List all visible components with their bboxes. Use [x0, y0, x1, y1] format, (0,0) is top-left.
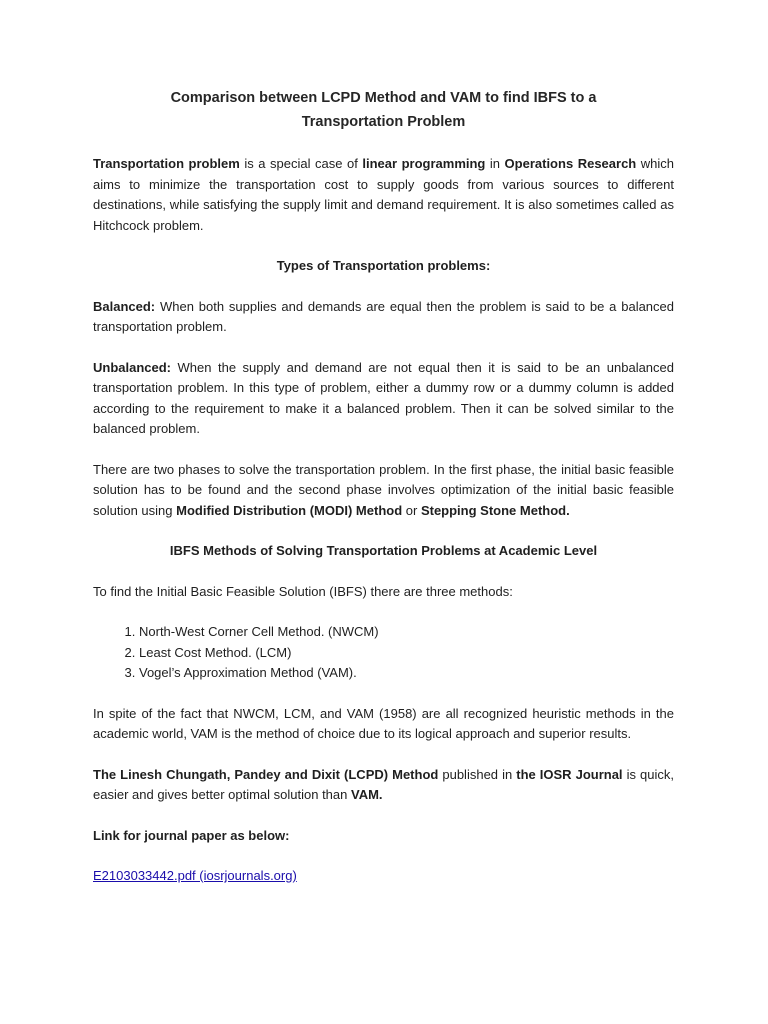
term-lcpd-method: The Linesh Chungath, Pandey and Dixit (LCPD) Method: [93, 766, 439, 782]
methods-intro: To find the Initial Basic Feasible Solution (IBFS) there are three methods:: [93, 583, 513, 599]
journal-link[interactable]: E2103033442.pdf (iosrjournals.org): [93, 868, 297, 883]
lcpd-paragraph: The Linesh Chungath, Pandey and Dixit (LCPD) Method published in the IOSR Journal is quick, easier and gives better optimal solution than VAM.: [93, 766, 674, 802]
term-stepping-stone: Stepping Stone Method.: [420, 502, 570, 518]
unbalanced-label: Unbalanced:: [93, 359, 172, 375]
phases-paragraph: There are two phases to solve the transportation problem. In the first phase, the initial basic feasible solution has to be found and the second phase involves optimization of the initial basic feasible solution using Modified Distribution (MODI) Method or Stepping Stone Method.: [93, 461, 674, 518]
journal-link-paragraph: [93, 866, 674, 887]
document-title: [93, 86, 674, 134]
term-linear-programming: linear programming: [362, 156, 486, 171]
list-item: 3. Vogel’s Approximation Method (VAM).: [139, 663, 674, 684]
unbalanced-paragraph: Unbalanced: When the supply and demand are not equal then it is said to be an unbalanced transportation problem. In this type of problem, either a dummy row or a dummy column is added according to the requirement to make it a balanced problem. Then it can be solved similar to the balanced problem.: [93, 359, 674, 436]
term-vam: VAM.: [351, 787, 383, 802]
ibfs-heading: IBFS Methods of Solving Transportation Problems at Academic Level: [169, 543, 598, 558]
term-modi-method: Modified Distribution (MODI) Method: [176, 502, 403, 518]
title-line-2: Transportation Problem: [301, 114, 466, 130]
term-transportation-problem: Transportation problem: [93, 156, 240, 171]
title-line-1: Comparison between LCPD Method and VAM to find IBFS to a: [170, 90, 597, 106]
list-item: 1. North-West Corner Cell Method. (NWCM): [139, 622, 674, 643]
term-operations-research: Operations Research: [504, 156, 637, 171]
methods-list: [93, 622, 674, 684]
types-heading: Types of Transportation problems:: [276, 258, 491, 273]
term-iosr-journal: the IOSR Journal: [516, 766, 623, 782]
heuristic-paragraph: In spite of the fact that NWCM, LCM, and VAM (1958) are all recognized heuristic methods in the academic world, VAM is the method of choice due to its logical approach and superior results.: [93, 705, 674, 741]
intro-paragraph: Transportation problem is a special case of linear programming in Operations Research which aims to minimize the transportation cost to supply goods from various sources to different destinations, while satisfying the supply limit and demand requirement. It is also sometimes called as Hitchcock problem.: [93, 156, 675, 233]
balanced-paragraph: Balanced: When both supplies and demands are equal then the problem is said to be a balanced transportation problem.: [93, 298, 674, 334]
list-item: 2. Least Cost Method. (LCM): [139, 643, 674, 664]
link-heading: Link for journal paper as below:: [93, 827, 290, 843]
balanced-label: Balanced:: [93, 298, 156, 314]
